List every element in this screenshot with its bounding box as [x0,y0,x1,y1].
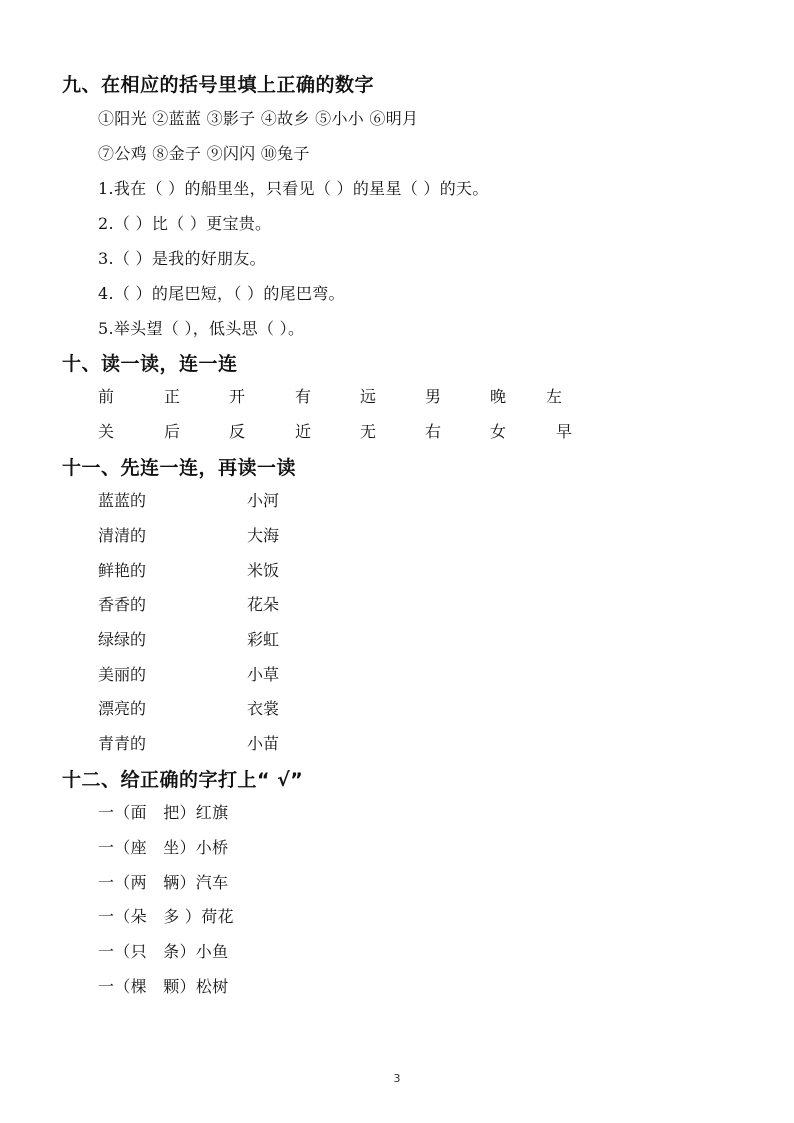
word-cell: 右 [425,422,442,441]
noun-item: 彩虹 [247,630,280,649]
adjective-item: 绿绿的 [98,630,147,649]
noun-item: 花朵 [247,595,280,614]
noun-item: 大海 [247,526,280,545]
noun-item: 米饭 [247,561,280,580]
section-12-item: 一（棵 颗）松树 [98,977,229,996]
word-cell: 后 [164,422,181,441]
section-9-question-3: 3.（ ）是我的好朋友。 [98,249,266,268]
word-cell: 前 [98,387,115,406]
word-cell: 关 [98,422,115,441]
section-9-title: 九、在相应的括号里填上正确的数字 [62,74,375,96]
adjective-item: 鲜艳的 [98,561,147,580]
section-12-item: 一（只 条）小鱼 [98,942,229,961]
page-number: 3 [393,1072,401,1085]
section-11-title: 十一、先连一连，再读一读 [62,457,297,479]
section-12-item: 一（朵 多 ）荷花 [98,907,234,926]
word-cell: 早 [556,422,573,441]
word-cell: 有 [295,387,312,406]
adjective-item: 青青的 [98,734,147,753]
section-9-question-4: 4.（ ）的尾巴短，（ ）的尾巴弯。 [98,284,345,303]
word-cell: 男 [425,387,442,406]
adjective-item: 美丽的 [98,665,147,684]
section-12-item: 一（座 坐）小桥 [98,838,229,857]
section-9-options-line-2: ⑦公鸡 ⑧金子 ⑨闪闪 ⑩兔子 [98,144,310,163]
word-cell: 无 [360,422,377,441]
adjective-item: 清清的 [98,526,147,545]
noun-item: 小草 [247,665,280,684]
section-9-question-2: 2.（ ）比（ ）更宝贵。 [98,214,272,233]
noun-item: 小苗 [247,734,280,753]
word-cell: 远 [360,387,377,406]
word-cell: 反 [229,422,246,441]
word-cell: 开 [229,387,246,406]
noun-item: 小河 [247,491,280,510]
section-9-question-5: 5.举头望（ ），低头思（ ）。 [98,319,305,338]
noun-item: 衣裳 [247,699,280,718]
adjective-item: 蓝蓝的 [98,491,147,510]
word-cell: 女 [490,422,507,441]
section-10-title: 十、读一读，连一连 [62,353,238,375]
word-cell: 正 [164,387,181,406]
adjective-item: 漂亮的 [98,699,147,718]
section-9-question-1: 1.我在（ ）的船里坐，只看见（ ）的星星（ ）的天。 [98,179,489,198]
word-cell: 近 [295,422,312,441]
word-cell: 晚 [490,387,507,406]
section-12-title: 十二、给正确的字打上“ √” [62,769,304,791]
word-cell: 左 [546,387,563,406]
section-12-item: 一（两 辆）汽车 [98,873,229,892]
adjective-item: 香香的 [98,595,147,614]
section-9-options-line-1: ①阳光 ②蓝蓝 ③影子 ④故乡 ⑤小小 ⑥明月 [98,109,419,128]
section-12-item: 一（面 把）红旗 [98,803,229,822]
